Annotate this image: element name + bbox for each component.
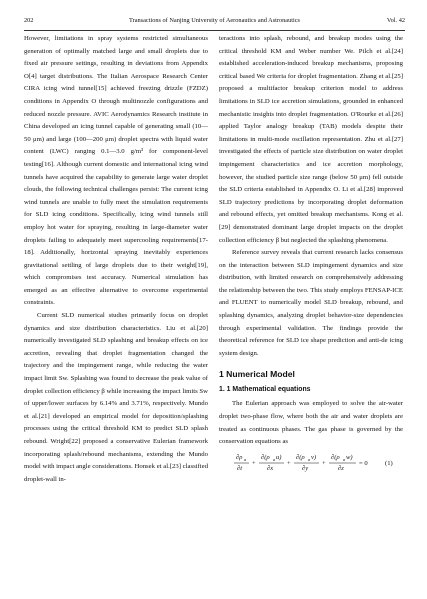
svg-text:+: +: [287, 459, 291, 467]
svg-text:a: a: [273, 456, 276, 462]
svg-text:∂z: ∂z: [338, 464, 344, 472]
svg-text:a: a: [244, 456, 247, 462]
left-paragraph-2: Current SLD numerical studies primarily focus on droplet dynamics and size distribution characteristics. Liu et al.[20] numerically investigated SLD splashing and breakup effects on ice accretion, revealing that droplet fragmentation changed the trajectory and the impingement range, while reducing the water impact limit Sw. Splashing was found to decrease the peak value of droplet collection efficiency β while increasing the impact limits Sw of upper/lower surfaces by 6.14% and 3.71%, respectively. Mundo et al.[21] developed an empirical model for deposition/splashing processes using the critical threshold KM to predict SLD splash rebound. Wright[22] proposed a conservative Eulerian framework incorporating splash/rebound mechanisms, extending the Mundo model with impact angle considerations. Honsek et al.[23] classified droplet-wall in-: [24, 312, 208, 483]
right-column: [219, 33, 403, 474]
right-paragraph-2: Reference survey reveals that current research lacks consensus on the interaction between SLD impingement dynamics and size distribution, with limited research on comprehensively addressing the relationship between the two. This study employs FENSAP-ICE and FLUENT to numerically model SLD breakup, rebound, and splashing dynamics, analyzing droplet behavior-size dependencies through experimental validation. The findings provide the theoretical reference for SLD ice shape prediction and anti-de icing system design.: [219, 249, 403, 357]
svg-text:∂(ρ: ∂(ρ: [296, 453, 305, 461]
equation-number: (1): [385, 459, 393, 467]
svg-text:∂ρ: ∂ρ: [236, 453, 243, 461]
left-column: [24, 33, 208, 486]
section-heading: 1 Numerical Model: [219, 369, 295, 380]
right-paragraph-1: teractions into splash, rebound, and breakup modes using the critical threshold KM and Weber number We. Pilch et al.[24] established acceleration-induced breakup mechanisms, proposing critical based We criteria for droplet fragmentation. Zhang et al.[25] proposed a multifactor breakup criterion model to address limitations in SLD ice accretion simulations, grounded in enhanced mechanistic insights into droplet fragmentation. O'Rourke et al.[26] applied Taylor analogy breakup (TAB) models despite their limitations in multi-mode oscillation representation. Zhu et al.[27] investigated the effects of particle size distribution on water droplet impingement characteristics and ice accretion morphology, however, the studied particle size range (below 50 μm) fell outside the SLD criteria established in Appendix O. Li et al.[28] improved SLD trajectory predictions by incorporating droplet deformation and rebound effects, yet omitted breakup mechanisms. Kong et al.[29] demonstrated dominant large droplet impacts on the droplet collection efficiency β but neglected the splashing phenomena.: [219, 35, 403, 244]
subsection-heading: 1. 1 Mathematical equations: [219, 386, 311, 394]
svg-text:∂x: ∂x: [267, 464, 274, 472]
left-paragraph-1: However, limitations in spray systems restricted simultaneous generation of optimally matched large and small droplets due to fixed air pressure settings, resulting in deviations from Appendix O[4] target distributions. The Italian Aerospace Research Center CIRA icing wind tunnel[15] achieved freezing drizzle (FZDZ) conditions in Appendix O through multinozzle configurations and reduced nozzle pressure. AVIC Aerodynamics Research institute in China developed an icing tunnel capable of generating small (10—50 μm) and large (100—200 μm) droplet spectra with liquid water content (LWC) ranging 0.1—3.0 g/m³ for component-level testing[16]. Although current domestic and international icing wind tunnels have acquired the capability to generate large water droplet clouds, the following technical challenges persist: The current icing wind tunnels are unable to fully meet the simulation requirements for SLD icing conditions. Specifically, icing wind tunnels still employ hot water for spraying, resulting in large-diameter water droplets failing to adequately meet supercooling requirements[17-18]. Additionally, horizontal spraying inevitably experiences gravitational settling of large droplets due to their weight[19], which compromises test accuracy. Numerical simulation has emerged as an effective alternative to overcome experimental constraints.: [24, 35, 208, 307]
right-paragraph-3: The Eulerian approach was employed to solve the air-water droplet two-phase flow, where both the air and water droplets are treated as continuous phases. The gas phase is governed by the conservation equations as: [219, 400, 403, 446]
svg-text:∂t: ∂t: [237, 464, 243, 472]
svg-text:w): w): [346, 453, 353, 461]
svg-text:∂y: ∂y: [302, 464, 309, 472]
running-header: [24, 17, 405, 29]
equation-1: [219, 452, 403, 474]
svg-text:+: +: [252, 459, 256, 467]
svg-text:+: +: [322, 459, 326, 467]
journal-title: Transactions of Nanjing University of Aeronautics and Astronautics: [129, 17, 300, 24]
svg-text:a: a: [343, 456, 346, 462]
svg-text:v): v): [311, 453, 317, 461]
header-rule: [24, 30, 405, 31]
svg-text:u): u): [276, 453, 282, 461]
svg-text:∂(ρ: ∂(ρ: [261, 453, 270, 461]
volume-label: Vol. 42: [386, 17, 405, 24]
equation-tail: = 0: [359, 459, 368, 467]
svg-text:∂(ρ: ∂(ρ: [331, 453, 340, 461]
svg-text:a: a: [308, 456, 311, 462]
page-number: 202: [24, 17, 34, 24]
equation-graphic: [219, 452, 403, 474]
